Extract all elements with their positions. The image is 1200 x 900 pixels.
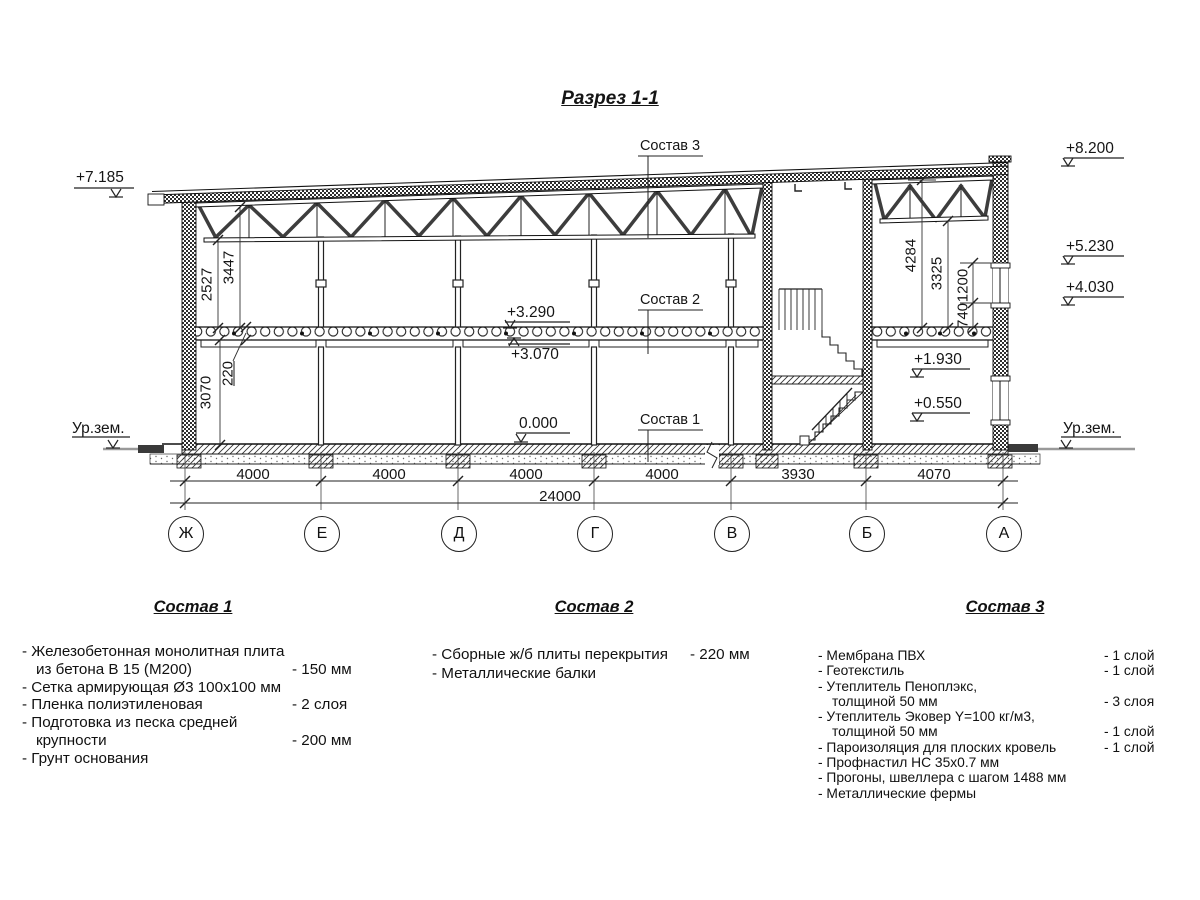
legend-row: - Утеплитель Пеноплэкс, — [818, 678, 978, 694]
stairwell-wall-right — [863, 179, 872, 450]
axis-bubble-zh: Ж — [168, 516, 204, 552]
legend-1 — [22, 643, 356, 768]
stairwell-wall-left — [763, 182, 772, 450]
legend-row: толщиной 50 мм - 3 слоя — [832, 693, 1155, 709]
dim-1200: 1200 — [954, 268, 972, 303]
dim-total: 24000 — [539, 488, 581, 505]
roof-edge-cap — [148, 194, 164, 205]
dim-span-3: 4000 — [509, 466, 543, 483]
dim-4284: 4284 — [902, 238, 920, 273]
legend-row: - Мембрана ПВХ - 1 слой — [818, 648, 1155, 663]
staircase — [772, 289, 863, 445]
callout-sostav-2: Состав 2 — [639, 292, 701, 308]
legend-row: из бетона В 15 (М200) - 150 мм — [36, 660, 352, 678]
dim-3070: 3070 — [197, 375, 215, 410]
page-title: Разрез 1-1 — [561, 88, 659, 109]
apron-left — [138, 445, 164, 453]
purlin-hooks — [795, 182, 852, 191]
ground-floor-slab — [103, 442, 1135, 468]
legend-row: - Подготовка из песка средней — [22, 714, 238, 732]
legend-row: - Металлические балки — [432, 664, 597, 682]
legend-row: - Сборные ж/б плиты перекрытия - 220 мм — [432, 646, 750, 663]
level-mark-3070: +3.070 — [511, 346, 559, 363]
legend-1-title: Состав 1 — [153, 598, 233, 616]
axis-bubble-b: Б — [849, 516, 885, 552]
dim-740: 740 — [954, 302, 972, 329]
dim-span-1: 4000 — [236, 466, 270, 483]
ground-level-label-left: Ур.зем. — [72, 420, 125, 437]
dim-3447: 3447 — [220, 250, 238, 285]
legend-3-title: Состав 3 — [965, 598, 1045, 616]
legend-row: крупности - 200 мм — [36, 731, 352, 749]
axis-bubble-v: В — [714, 516, 750, 552]
legend-2-title: Состав 2 — [554, 598, 634, 616]
axis-bubble-d: Д — [441, 516, 477, 552]
callout-sostav-3: Состав 3 — [639, 138, 701, 154]
ground-level-label-right: Ур.зем. — [1063, 420, 1116, 437]
apron-right — [1008, 444, 1038, 452]
dim-220: 220 — [219, 360, 237, 387]
legend-row: - Железобетонная монолитная плита — [22, 643, 285, 660]
axis-bubble-e: Е — [304, 516, 340, 552]
legend-3 — [818, 648, 1164, 801]
dim-span-4: 4000 — [645, 466, 679, 483]
dim-2527: 2527 — [198, 267, 216, 302]
legend-row: - Сетка армирующая Ø3 100x100 мм — [22, 678, 282, 696]
axis-bubble-g: Г — [577, 516, 613, 552]
floor-slab — [196, 327, 993, 347]
level-mark-1930: +1.930 — [914, 351, 962, 368]
legend-row: - Профнастил НС 35x0.7 мм — [818, 755, 1000, 771]
parapet-cap — [989, 156, 1011, 162]
dim-span-6: 4070 — [917, 466, 951, 483]
level-mark-0550: +0.550 — [914, 395, 962, 412]
dim-span-2: 4000 — [372, 466, 406, 483]
legend-row: - Пленка полиэтиленовая - 2 слоя — [22, 696, 348, 714]
level-mark-5230: +5.230 — [1066, 238, 1114, 255]
wall-left — [182, 201, 196, 450]
legend-row: - Геотекстиль - 1 слой — [818, 663, 1155, 679]
legend-row: - Пароизоляция для плоских кровель - 1 слой — [818, 739, 1155, 755]
legend-row: толщиной 50 мм - 1 слой — [832, 724, 1155, 740]
truss-right — [872, 176, 993, 223]
level-mark-4030: +4.030 — [1066, 279, 1114, 296]
level-mark-3290: +3.290 — [507, 304, 555, 321]
dim-3325: 3325 — [928, 256, 946, 291]
level-mark-8200: +8.200 — [1066, 140, 1114, 157]
legend-row: - Утеплитель Эковер Y=100 кг/м3, — [818, 709, 1035, 725]
dim-span-5: 3930 — [781, 466, 815, 483]
legend-2 — [432, 646, 754, 683]
level-mark-7185: +7.185 — [76, 169, 124, 186]
legend-row: - Металлические фермы — [818, 785, 977, 801]
legend-row: - Прогоны, швеллера с шагом 1488 мм — [818, 770, 1067, 786]
level-mark-0000: 0.000 — [519, 415, 558, 432]
callout-sostav-1: Состав 1 — [639, 412, 701, 428]
axis-bubble-a: А — [986, 516, 1022, 552]
legend-row: - Грунт основания — [22, 749, 149, 767]
